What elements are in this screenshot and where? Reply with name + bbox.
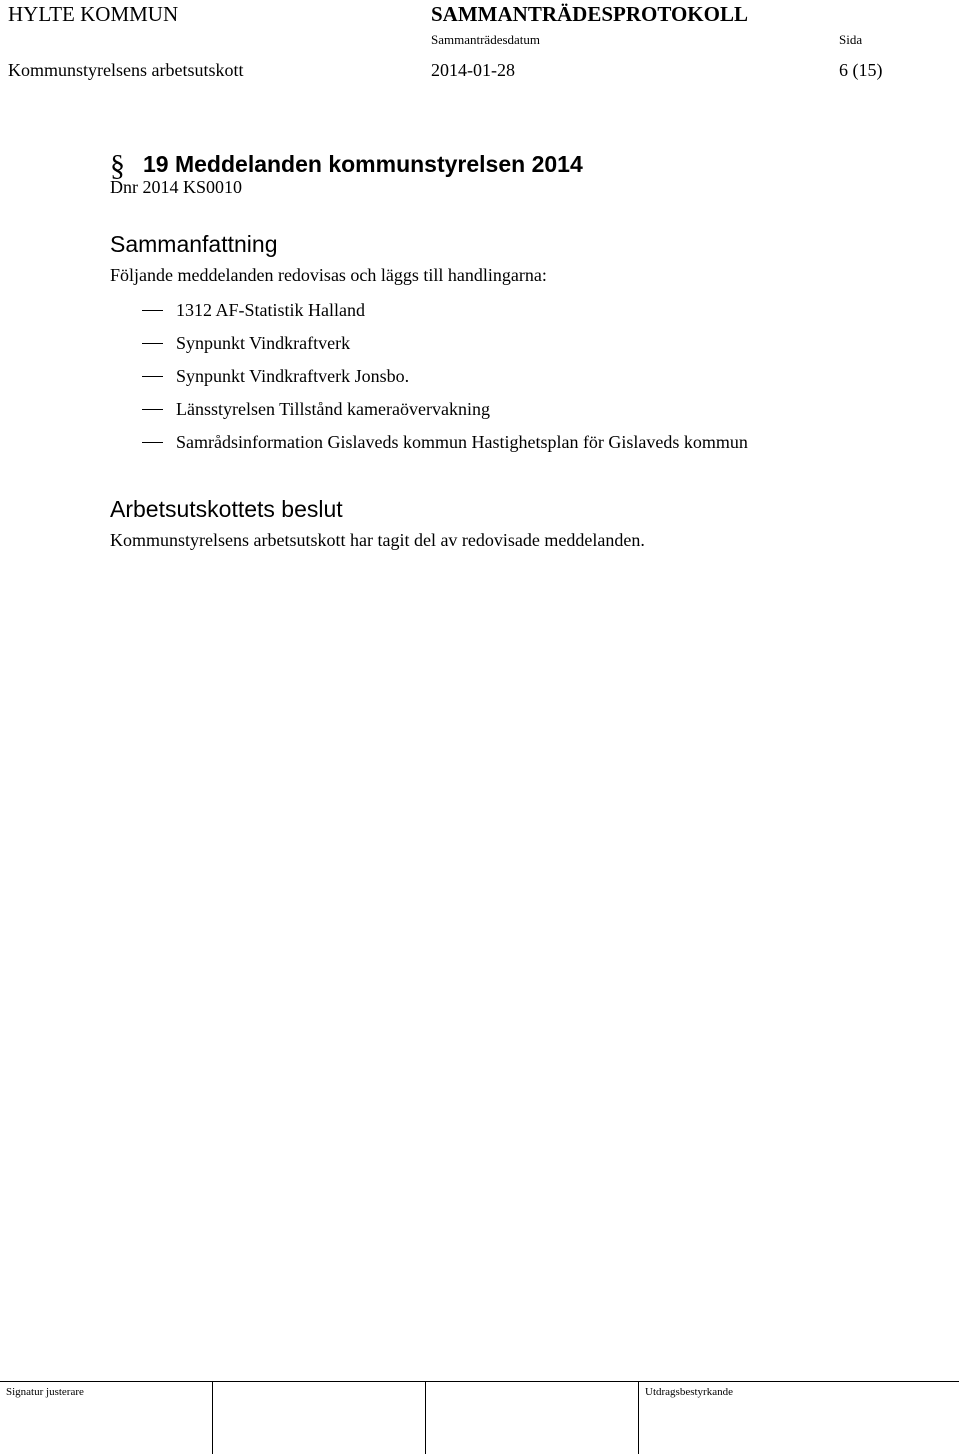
- page-number: 6 (15): [839, 60, 883, 80]
- dash-bullet: [142, 442, 163, 443]
- document-type: SAMMANTRÄDESPROTOKOLL: [431, 2, 748, 26]
- meeting-date-label: Sammanträdesdatum: [431, 32, 541, 47]
- section-title: 19 Meddelanden kommunstyrelsen 2014: [143, 151, 583, 177]
- summary-heading: Sammanfattning: [110, 231, 278, 257]
- section-heading: [110, 146, 583, 180]
- paragraph-symbol: §: [110, 149, 125, 182]
- organization-name: HYLTE KOMMUN: [8, 2, 179, 26]
- dash-bullet: [142, 409, 163, 410]
- list-item-text: Länsstyrelsen Tillstånd kameraövervakning: [176, 399, 490, 419]
- footer-blank-cell: [426, 1382, 639, 1454]
- list-item-text: Synpunkt Vindkraftverk: [176, 333, 351, 353]
- diary-number: Dnr 2014 KS0010: [110, 177, 243, 197]
- list-item-text: Samrådsinformation Gislaveds kommun Hastighetsplan för Gislaveds kommun: [176, 432, 748, 452]
- dash-bullet: [142, 310, 163, 311]
- footer-blank-cell: [213, 1382, 426, 1454]
- decision-text: Kommunstyrelsens arbetsutskott har tagit del av redovisade meddelanden.: [110, 530, 645, 550]
- summary-intro: Följande meddelanden redovisas och läggs till handlingarna:: [110, 265, 547, 285]
- meeting-date: 2014-01-28: [431, 60, 515, 80]
- signature-footer: [0, 1381, 959, 1454]
- dash-bullet: [142, 343, 163, 344]
- page-label: Sida: [839, 32, 863, 47]
- committee-name: Kommunstyrelsens arbetsutskott: [8, 60, 244, 80]
- list-item-text: 1312 AF-Statistik Halland: [176, 300, 365, 320]
- decision-heading: Arbetsutskottets beslut: [110, 496, 343, 522]
- dash-bullet: [142, 376, 163, 377]
- list-item-text: Synpunkt Vindkraftverk Jonsbo.: [176, 366, 410, 386]
- footer-signature-cell: Signatur justerare: [0, 1382, 213, 1454]
- footer-certification-cell: Utdragsbestyrkande: [645, 1386, 733, 1398]
